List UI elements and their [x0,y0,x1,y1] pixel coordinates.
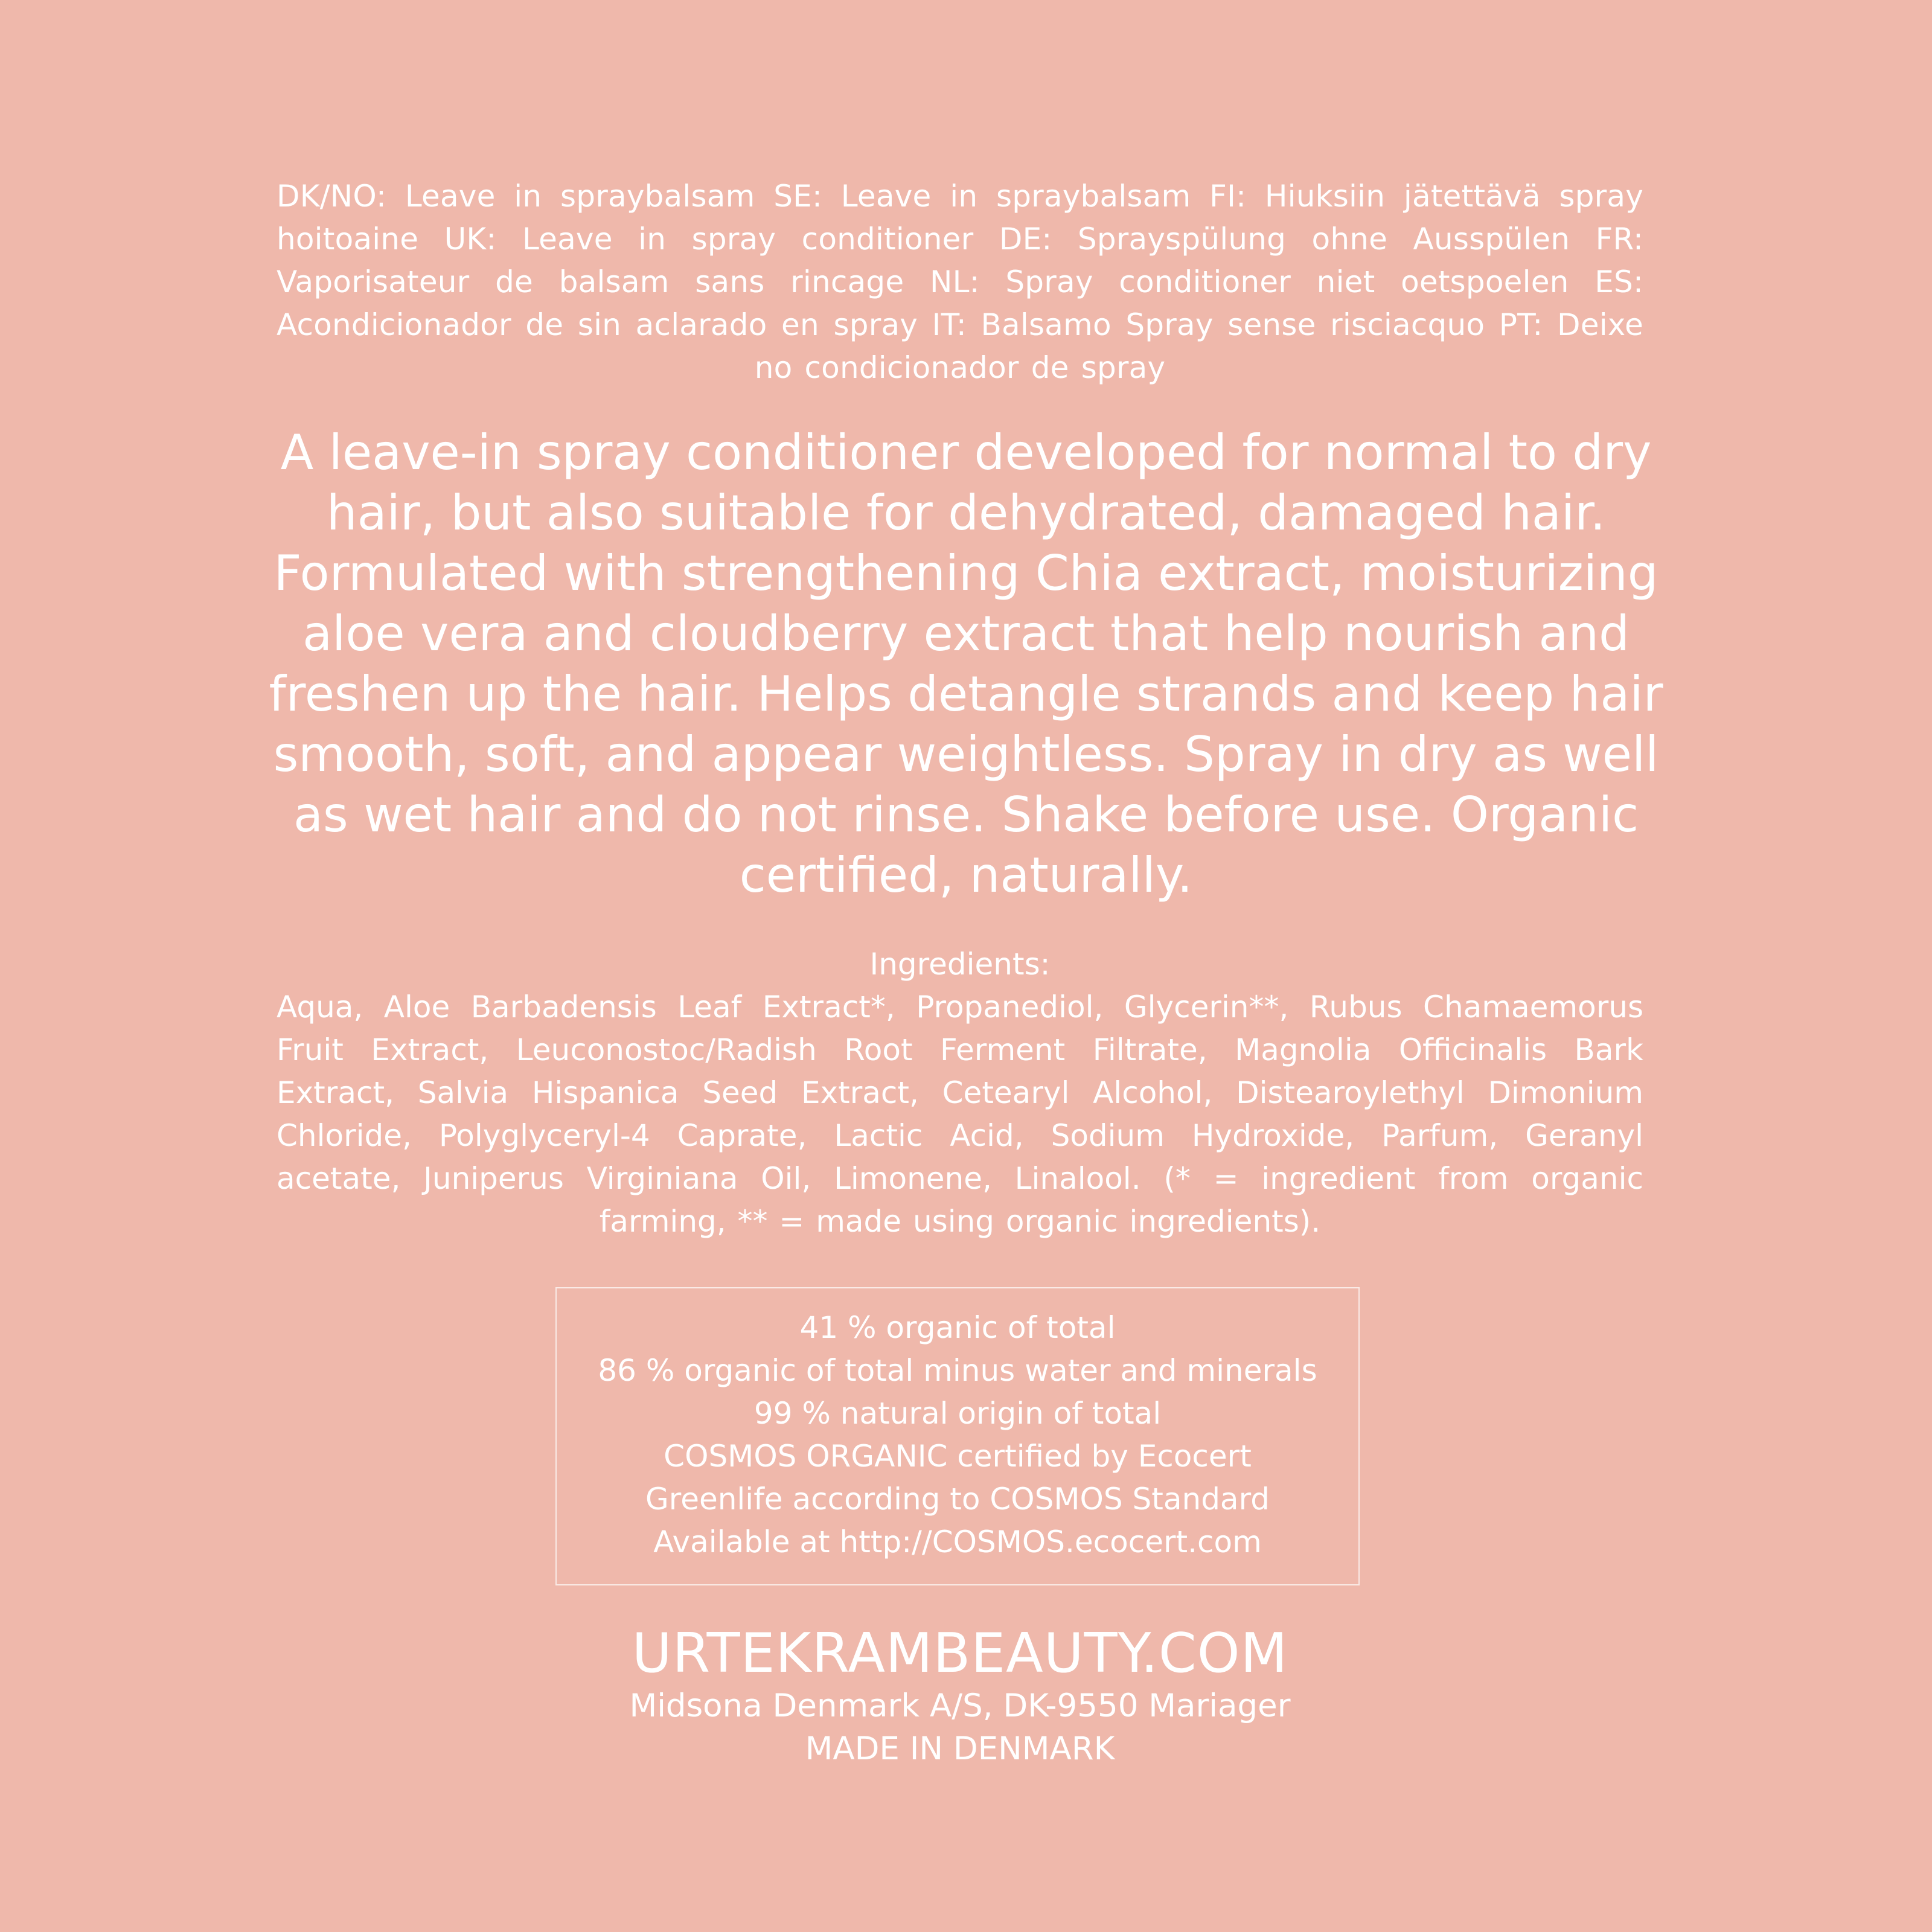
ingredients-heading: Ingredients: [869,947,1051,982]
product-description: A leave-in spray conditioner developed for normal to dry hair, but also suitable for dehydrated, damaged hair. Formulated with strengthening Chia extract, moisturizing aloe vera and cloudberry extract that help nourish and freshen up the hair. Helps detangle strands and keep hair smooth, soft, and appear weightless. Spray in dry as well as wet hair and do not rinse. Shake before use. Organic certified, naturally. [269,424,1663,903]
cert-line-greenlife: Greenlife according to COSMOS Standard [645,1482,1270,1517]
cert-line-available-at: Available at http://COSMOS.ecocert.com [653,1524,1262,1559]
cert-line-cosmos-organic: COSMOS ORGANIC certified by Ecocert [664,1439,1252,1474]
cert-line-organic-minus-water: 86 % organic of total minus water and minerals [598,1353,1317,1388]
made-in-label: MADE IN DENMARK [805,1730,1115,1767]
company-name-location: Midsona Denmark A/S, DK-9550 Mariager [629,1687,1291,1724]
company-address [423,1684,1497,1770]
ingredients-list: Aqua, Aloe Barbadensis Leaf Extract*, Propanediol, Glycerin**, Rubus Chamaemorus Fruit Extract, Leuconostoc/Radish Root Ferment Filtrate, Magnolia Officinalis Bark Extract, Salvia Hispanica Seed Extract, Cetearyl Alcohol, Distearoylethyl Dimonium Chloride, Polyglyceryl-4 Caprate, Lactic Acid, Sodium Hydroxide, Parfum, Geranyl acetate, Juniperus Virginiana Oil, Limonene, Linalool. (* = ingredient from organic farming, ** = made using organic ingredients). [277,990,1643,1239]
certification-box [555,1287,1360,1585]
certification-lines [557,1307,1358,1564]
cert-line-organic-total: 41 % organic of total [799,1310,1116,1345]
brand-website: URTEKRAMBEAUTY.COM [632,1622,1288,1685]
product-name-translations: DK/NO: Leave in spraybalsam SE: Leave in spraybalsam FI: Hiuksiin jätettävä spray hoitoaine UK: Leave in spray conditioner DE: Sprayspülung ohne Ausspülen FR: Vaporisateur de balsam sans rincage NL: Spray conditioner niet oetspoelen ES: Acondicionador de sin aclarado en spray IT: Balsamo Spray sense risciacquo PT: Deixe no condicionador de spray [277,179,1643,385]
cert-line-natural-origin: 99 % natural origin of total [753,1396,1162,1431]
